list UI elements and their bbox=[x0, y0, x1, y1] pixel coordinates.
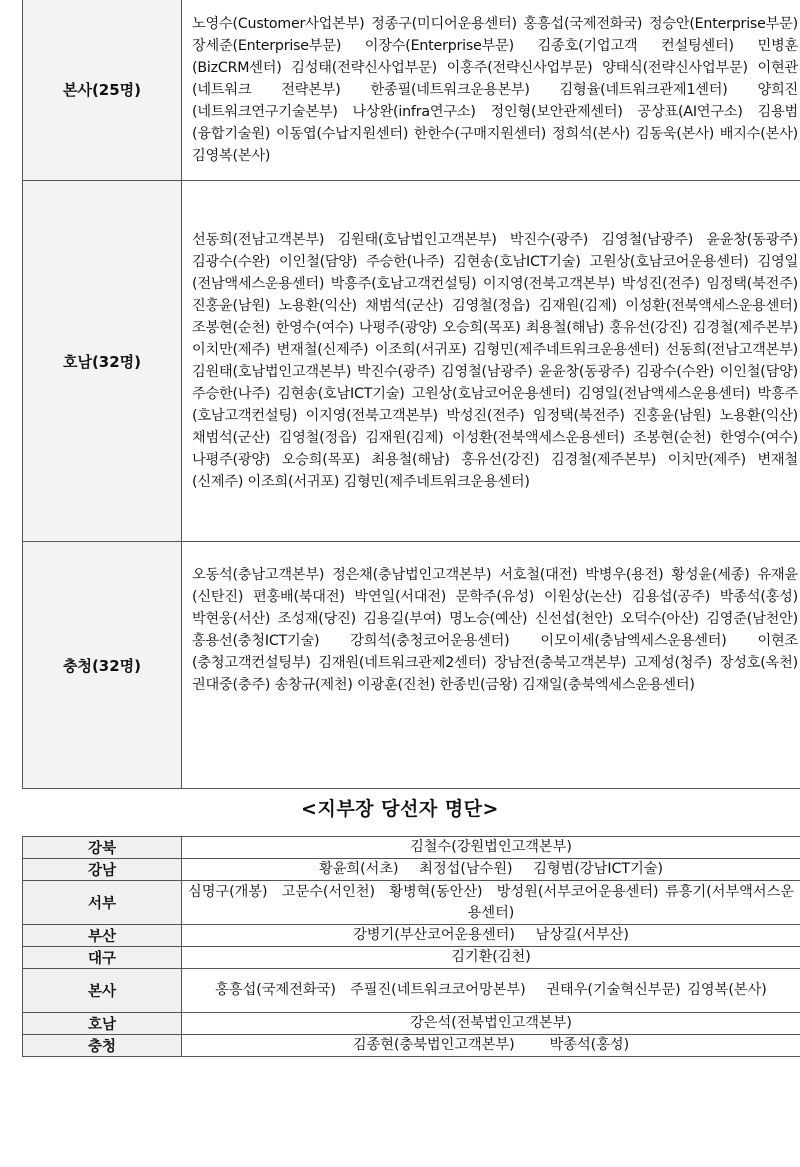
winner-names: 강은석(전북법인고객본부) bbox=[182, 1013, 800, 1035]
table-row bbox=[23, 925, 800, 947]
table-row bbox=[23, 947, 800, 969]
region-label: 충청(32명) bbox=[23, 542, 182, 789]
branch-chief-table bbox=[22, 836, 800, 1057]
region-label: 강남 bbox=[23, 859, 182, 881]
region-label: 충청 bbox=[23, 1035, 182, 1057]
table-row bbox=[23, 1035, 800, 1057]
table-row bbox=[23, 0, 800, 181]
member-names: 노영수(Customer사업본부) 정종구(미디어운용센터) 홍흥섭(국제전화국) 정승안(Enterprise부문) 장세준(Enterprise부문) 이장수(Enterprise부문) 김종호(기업고객 컨설팅센터) 민병훈(BizCRM센터) 김성태(전략신사업부문) 이홍주(전략신사업부문) 양태식(전략신사업부문) 이현관(네트워크 전략본부) 한종필(네트워크운용본부) 김형율(네트워크관제1센터) 양희진(네트워크연구기술본부) 나상완(infra연구소) 정인형(보안관제센터) 공상표(AI연구소) 김용범(융합기술원) 이동엽(수납지원센터) 한한수(구매지원센터) 정희석(본사) 김동욱(본사) 배지수(본사) 김영복(본사) bbox=[182, 0, 800, 181]
region-label: 본사 bbox=[23, 969, 182, 1013]
region-label: 호남(32명) bbox=[23, 181, 182, 542]
region-label: 강북 bbox=[23, 837, 182, 859]
table-row bbox=[23, 181, 800, 542]
table-row bbox=[23, 969, 800, 1013]
region-label: 서부 bbox=[23, 881, 182, 925]
regional-list-table bbox=[22, 0, 800, 789]
region-label: 본사(25명) bbox=[23, 0, 182, 181]
winner-names: 김철수(강원법인고객본부) bbox=[182, 837, 800, 859]
winner-names: 강병기(부산코어운용센터) 남상길(서부산) bbox=[182, 925, 800, 947]
winner-names: 김종현(충북법인고객본부) 박종석(홍성) bbox=[182, 1035, 800, 1057]
winner-names: 홍흥섭(국제전화국) 주필진(네트워크코어망본부) 권태우(기술혁신부문) 김영복(본사) bbox=[182, 969, 800, 1013]
region-label: 부산 bbox=[23, 925, 182, 947]
winner-names: 황윤희(서초) 최정섭(남수원) 김형범(강남ICT기술) bbox=[182, 859, 800, 881]
region-label: 호남 bbox=[23, 1013, 182, 1035]
member-names: 오동석(충남고객본부) 정은채(충남법인고객본부) 서호철(대전) 박병우(용전) 황성윤(세종) 유재윤(신탄진) 편홍배(북대전) 박연일(서대전) 문학주(유성) 이원상(논산) 김용섭(공주) 박종석(홍성) 박현웅(서산) 조성재(당진) 김용길(부여) 명노승(예산) 신선섭(천안) 오덕수(아산) 김영준(남천안) 홍용선(충청ICT기술) 강희석(충청코어운용센터) 이모이세(충남엑세스운용센터) 이현조(충청고객컨설팅부) 김재원(네트워크관제2센터) 장남전(충북고객본부) 고제성(청주) 장성호(옥천) 권대중(충주) 송창규(제천) 이광훈(진천) 한종빈(금왕) 김재일(충북엑세스운용센터) bbox=[182, 542, 800, 789]
table-row bbox=[23, 542, 800, 789]
table-row bbox=[23, 881, 800, 925]
section-title: <지부장 당선자 명단> bbox=[301, 798, 499, 820]
winner-names: 김기환(김천) bbox=[182, 947, 800, 969]
member-names: 선동희(전남고객본부) 김원태(호남법인고객본부) 박진수(광주) 김영철(남광주) 윤윤창(동광주) 김광수(수완) 이인철(담양) 주승한(나주) 김현송(호남ICT기술) 고원상(호남코어운용센터) 김영일(전남액세스운용센터) 박흥주(호남고객컨설팅) 이지영(전북고객본부) 박성진(전주) 임정택(북전주) 진홍윤(남원) 노용환(익산) 채범석(군산) 김영철(정읍) 김재원(김제) 이성환(전북액세스운용센터) 조봉현(순천) 한영수(여수) 나평주(광양) 오승희(목포) 최용철(해남) 홍유선(강진) 김경철(제주본부) 이치만(제주) 변재철(신제주) 이조희(서귀포) 김형민(제주네트워크운용센터) 선동희(전남고객본부) 김원태(호남법인고객본부) 박진수(광주) 김영철(남광주) 윤윤창(동광주) 김광수(수완) 이인철(담양) 주승한(나주) 김현송(호남ICT기술) 고원상(호남코어운용센터) 김영일(전남액세스운용센터) 박흥주(호남고객컨설팅) 이지영(전북고객본부) 박성진(전주) 임정택(북전주) 진홍윤(남원) 노용환(익산) 채범석(군산) 김영철(정읍) 김재원(김제) 이성환(전북액세스운용센터) 조봉현(순천) 한영수(여수) 나평주(광양) 오승희(목포) 최용철(해남) 홍유선(강진) 김경철(제주본부) 이치만(제주) 변재철(신제주) 이조희(서귀포) 김형민(제주네트워크운용센터) bbox=[182, 181, 800, 542]
table-row bbox=[23, 859, 800, 881]
table-row bbox=[23, 837, 800, 859]
winner-names: 심명구(개봉) 고문수(서인천) 황병혁(동안산) 방성원(서부코어운용센터) 류흥기(서부액서스운용센터) bbox=[182, 881, 800, 925]
table-row bbox=[23, 1013, 800, 1035]
region-label: 대구 bbox=[23, 947, 182, 969]
